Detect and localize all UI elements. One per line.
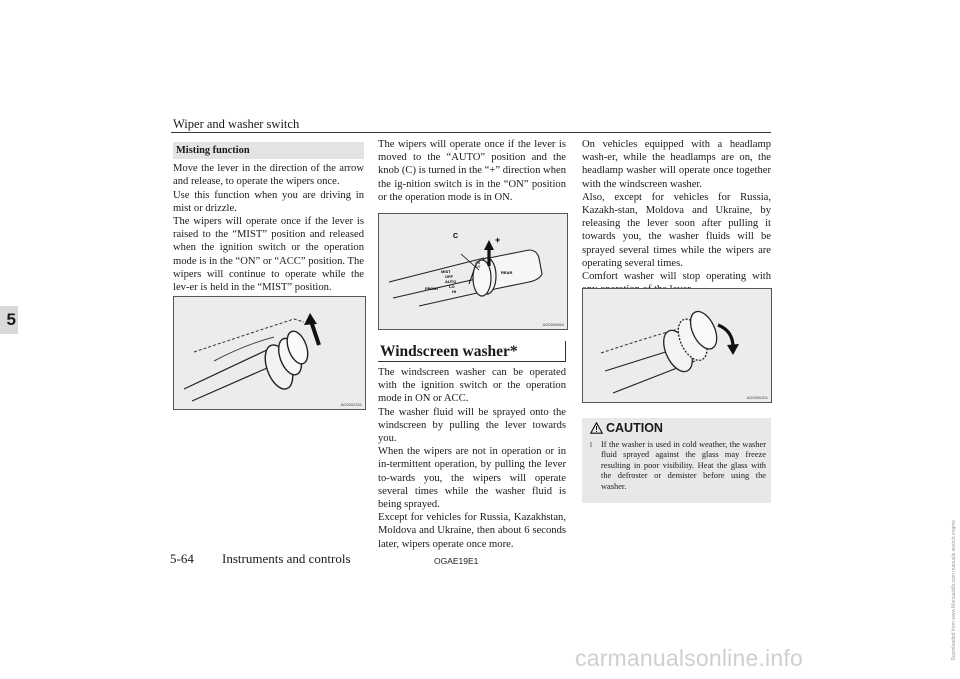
label-plus: +: [495, 235, 501, 245]
paragraph: Use this function when you are driving in mist or drizzle.: [173, 189, 364, 214]
misting-lever-illustration: [173, 296, 366, 410]
bullet-icon: l: [590, 441, 592, 449]
document-code: OGAE19E1: [434, 556, 479, 566]
paragraph: Except for vehicles for Russia, Kazakhstan, Moldova and Ukraine, then about 6 seconds later, wipers operate once more.: [378, 512, 566, 550]
watermark[interactable]: carmanualsonline.info: [575, 645, 803, 671]
header-rule: [171, 132, 771, 133]
footer-chapter: Instruments and controls: [222, 551, 351, 566]
lever-pull-drawing: [583, 289, 771, 402]
label-mist: MIST: [441, 269, 451, 274]
paragraph: When the wipers are not in operation or in in-termittent operation, by pulling the lever to-wards you, the wipers will operate several times while the washer fluid is being sprayed.: [378, 446, 566, 511]
label-auto: AUTO: [445, 279, 457, 284]
figure-code: AG0002332: [340, 402, 362, 407]
column-2-continued: [378, 366, 566, 551]
label-hi: HI: [452, 289, 456, 294]
lever-raise-drawing: [174, 297, 365, 409]
paragraph: Comfort washer will stop operating with: [582, 271, 771, 283]
auto-knob-illustration: [378, 213, 568, 330]
figure-code: AG0000664: [542, 322, 564, 327]
paragraph: The windscreen washer can be operated with the ignition switch or the operation mode in ON or ACC.: [378, 367, 566, 405]
caution-heading: [590, 421, 663, 435]
figure-code: AG0000201: [746, 395, 768, 400]
caution-title: CAUTION: [606, 421, 663, 435]
label-lo: LO: [449, 284, 455, 289]
paragraph: Also, except for vehicles for Russia, Kazakh-stan, Moldova and Ukraine, by releasing the lever soon after pulling it towards you, the washer fluids will be sprayed several times while the wipers are operating several times.: [582, 191, 771, 269]
label-front: FRONT: [425, 286, 439, 291]
label-off: OFF: [445, 274, 453, 279]
page-header-title: Wiper and washer switch: [173, 117, 300, 131]
paragraph: The wipers will operate once if the lever is moved to the “AUTO” position and the knob (C) is turned in the “+” direction when the ig-nition switch is in the “ON” position or the operation mode is in ON.: [378, 139, 566, 203]
paragraph: The wipers will operate once if the lever is raised to the “MIST” position and released when the ignition switch or the operation mode is in the “ON” or “ACC” position. The wipers will continue to operate while the lev-er is held in the “MIST” position.: [173, 216, 364, 294]
misting-function-subheading: Misting function: [173, 142, 364, 159]
label-c: C: [453, 233, 459, 240]
column-2: [378, 138, 566, 204]
caution-text: If the washer is used in cold weather, the washer fluid sprayed against the glass may freeze resulting in poor visibility. Heat the glass with the defroster or demister before using the washer.: [601, 440, 766, 491]
paragraph: On vehicles equipped with a headlamp wash-er, while the headlamps are on, the headlamp washer will operate once together with the windscreen washer.: [582, 139, 771, 190]
warning-triangle-icon: [590, 422, 603, 434]
auto-knob-drawing: [379, 214, 567, 329]
caution-body: [590, 440, 766, 492]
chapter-tab[interactable]: 5: [0, 306, 18, 334]
column-3: [582, 138, 771, 296]
side-watermark: Downloaded from www.Manualslib.com manuals search engine: [951, 520, 957, 661]
page-number: 5-64: [170, 551, 194, 566]
label-rear: REAR: [501, 270, 513, 275]
paragraph: The washer fluid will be sprayed onto the windscreen by pulling the lever towards you.: [378, 406, 566, 445]
label-int: INT: [475, 265, 481, 269]
washer-lever-illustration: [582, 288, 772, 403]
paragraph: Move the lever in the direction of the arrow and release, to operate the wipers once.: [173, 163, 364, 188]
windscreen-washer-heading: Windscreen washer*: [378, 341, 566, 362]
column-1: [173, 142, 364, 294]
label-on: ON: [475, 261, 481, 265]
